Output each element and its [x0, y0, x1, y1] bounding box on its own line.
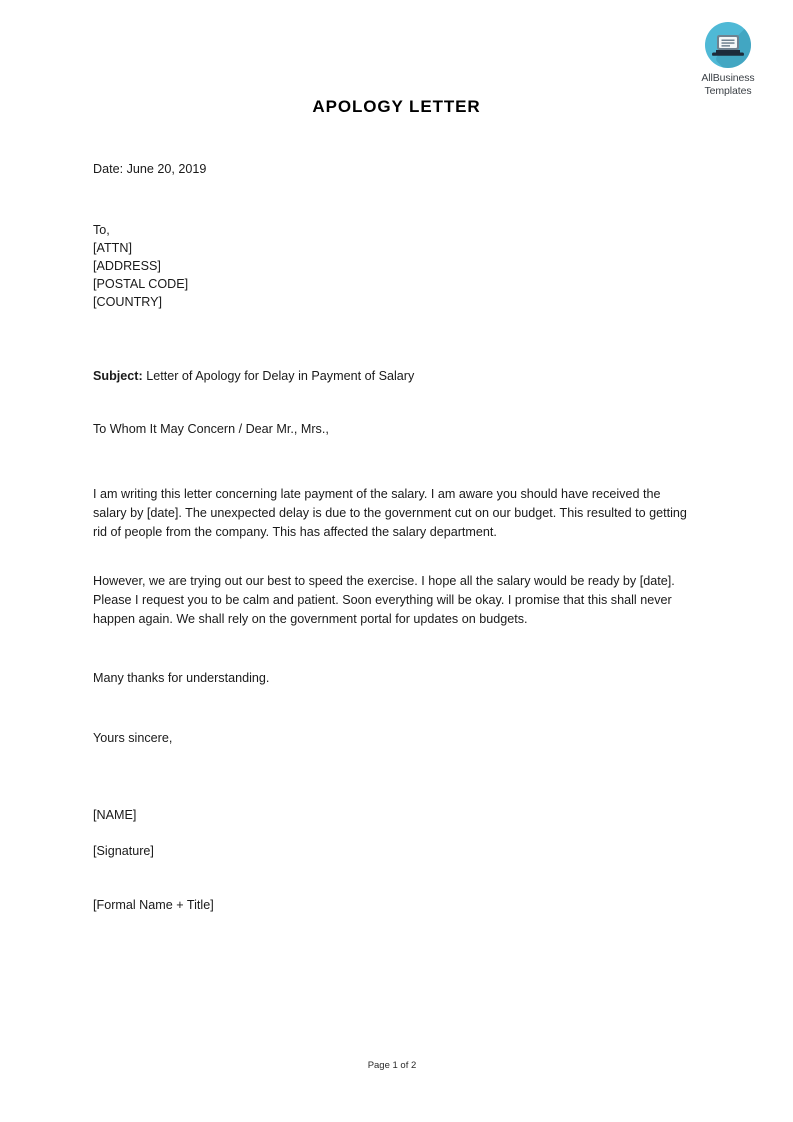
spacer — [93, 385, 694, 420]
spacer — [93, 824, 694, 842]
signature-name: [NAME] — [93, 807, 137, 822]
page-number-label: Page 1 of 2 — [367, 1060, 417, 1071]
recipient-block — [93, 221, 694, 311]
laptop-icon — [705, 22, 751, 68]
signature-formal-title: [Formal Name + Title] — [93, 897, 214, 912]
page-title: APOLOGY LETTER — [312, 97, 481, 116]
spacer — [93, 439, 694, 485]
subject-line — [93, 367, 694, 386]
recipient-line: [COUNTRY] — [93, 294, 163, 309]
subject-text: Letter of Apology for Delay in Payment of Salary — [146, 368, 415, 383]
thanks-line: Many thanks for understanding. — [93, 670, 270, 685]
date-line: Date: June 20, 2019 — [93, 162, 207, 176]
logo-text-line-2: Templates — [704, 84, 752, 97]
spacer — [93, 748, 694, 806]
spacer — [93, 179, 694, 221]
recipient-line: [POSTAL CODE] — [93, 276, 189, 291]
salutation: To Whom It May Concern / Dear Mr., Mrs., — [93, 422, 329, 436]
logo-text-line-1: AllBusiness — [701, 72, 755, 84]
allbusiness-templates-logo — [683, 22, 773, 97]
page-footer — [0, 1060, 793, 1071]
logo-text — [683, 72, 773, 97]
subject-label: Subject: — [93, 368, 143, 383]
closing-line: Yours sincere, — [93, 731, 173, 745]
recipient-line: [ATTN] — [93, 240, 132, 255]
body-paragraph-1: I am writing this letter concerning late payment of the salary. I am aware you should have received the salary by [date]. The unexpected delay is due to the government cut on our budget. This resulted to getting rid of people from the company. This has affected the salary department. — [93, 486, 687, 539]
spacer — [93, 861, 694, 896]
spacer — [93, 542, 694, 572]
spacer — [93, 629, 694, 669]
letter-body — [93, 160, 694, 914]
recipient-line: To, — [93, 222, 110, 237]
signature-placeholder: [Signature] — [93, 844, 154, 858]
recipient-line: [ADDRESS] — [93, 258, 161, 273]
spacer — [93, 311, 694, 367]
logo-circle — [705, 22, 751, 68]
spacer — [93, 687, 694, 729]
body-paragraph-2: However, we are trying out our best to speed the exercise. I hope all the salary would be ready by [date]. Please I request you to be calm and patient. Soon everything will be okay. I promise that this shall never happen again. We shall rely on the government portal for updates on budgets. — [93, 573, 675, 626]
